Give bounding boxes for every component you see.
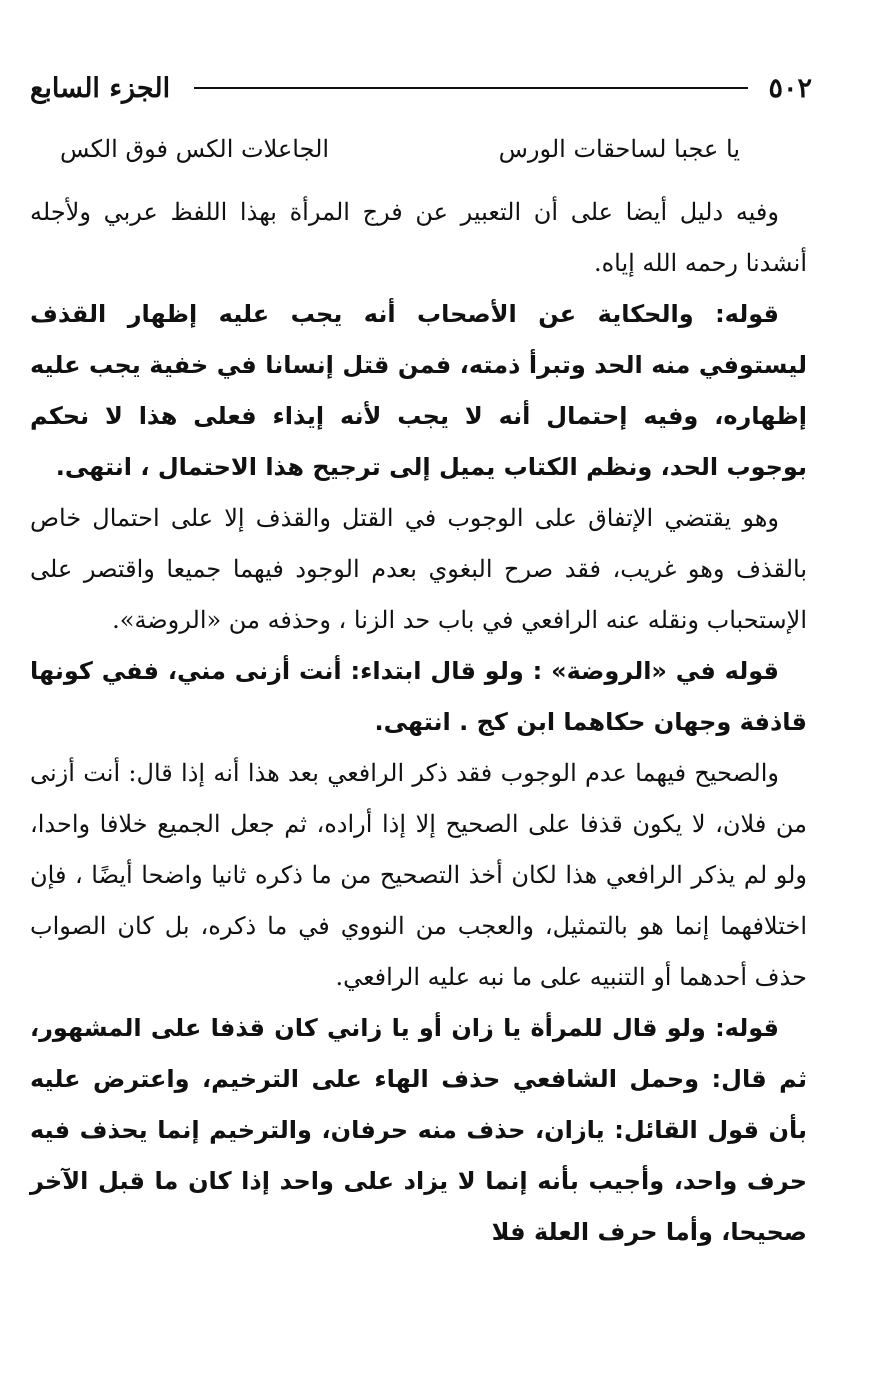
page-header [30, 68, 812, 108]
paragraph-quotation: قوله في «الروضة» : ولو قال ابتداء: أنت أزنى مني، ففي كونها قاذفة وجهان حكاهما ابن كج . انتهى. [30, 657, 807, 736]
paragraph-quotation: قوله: والحكاية عن الأصحاب أنه يجب عليه إظهار القذف ليستوفي منه الحد وتبرأ ذمته، فمن قتل إنسانا في خفية يجب عليه إظهاره، وفيه إحتمال أنه لا يجب لأنه إيذاء فعلى هذا لا نحكم بوجوب الحد، ونظم الكتاب يميل إلى ترجيح هذا الاحتمال ، انتهى. [30, 300, 807, 481]
paragraph-commentary: والصحيح فيهما عدم الوجوب فقد ذكر الرافعي بعد هذا أنه إذا قال: أنت أزنى من فلان، لا يكون قذفا على الصحيح إلا إذا أراده، ثم جعل الجميع خلافا واحدا، ولو لم يذكر الرافعي هذا لكان أخذ التصحيح من ما ذكره ثانيا واضحا أيضًا ، فإن اختلافهما إنما هو بالتمثيل، والعجب من النووي في ما ذكره، بل كان الصواب حذف أحدهما أو التنبيه على ما نبه عليه الرافعي. [30, 759, 808, 991]
paragraph-commentary: وهو يقتضي الإتفاق على الوجوب في القتل والقذف إلا على احتمال خاص بالقذف وهو غريب، فقد صرح البغوي بعدم الوجود فيهما جميعا واقتصر على الإستحباب ونقله عنه الرافعي في باب حد الزنا ، وحذفه من «الروضة». [30, 504, 807, 634]
paragraph-quotation: قوله: ولو قال للمرأة يا زان أو يا زاني كان قذفا على المشهور، ثم قال: وحمل الشافعي حذف الهاء على الترخيم، واعترض عليه بأن قول القائل: يازان، حذف منه حرفان، والترخيم إنما يحذف فيه حرف واحد، وأجيب بأنه إنما لا يزاد على واحد إذا كان ما قبل الآخر صحيحا، وأما حرف العلة فلا [30, 1014, 807, 1246]
body-text [30, 187, 807, 1258]
verse-left-hemistich: الجاعلات الكس فوق الكس [60, 135, 330, 163]
verse-right-hemistich: يا عجبا لساحقات الورس [498, 135, 740, 163]
section-title: الجزء السابع [30, 72, 171, 104]
poetry-verse [60, 135, 740, 175]
paragraph-commentary: وفيه دليل أيضا على أن التعبير عن فرج المرأة بهذا اللفظ عربي ولأجله أنشدنا رحمه الله إياه. [30, 198, 807, 277]
header-rule [194, 87, 748, 89]
page-number: ٥٠٢ [768, 72, 812, 104]
